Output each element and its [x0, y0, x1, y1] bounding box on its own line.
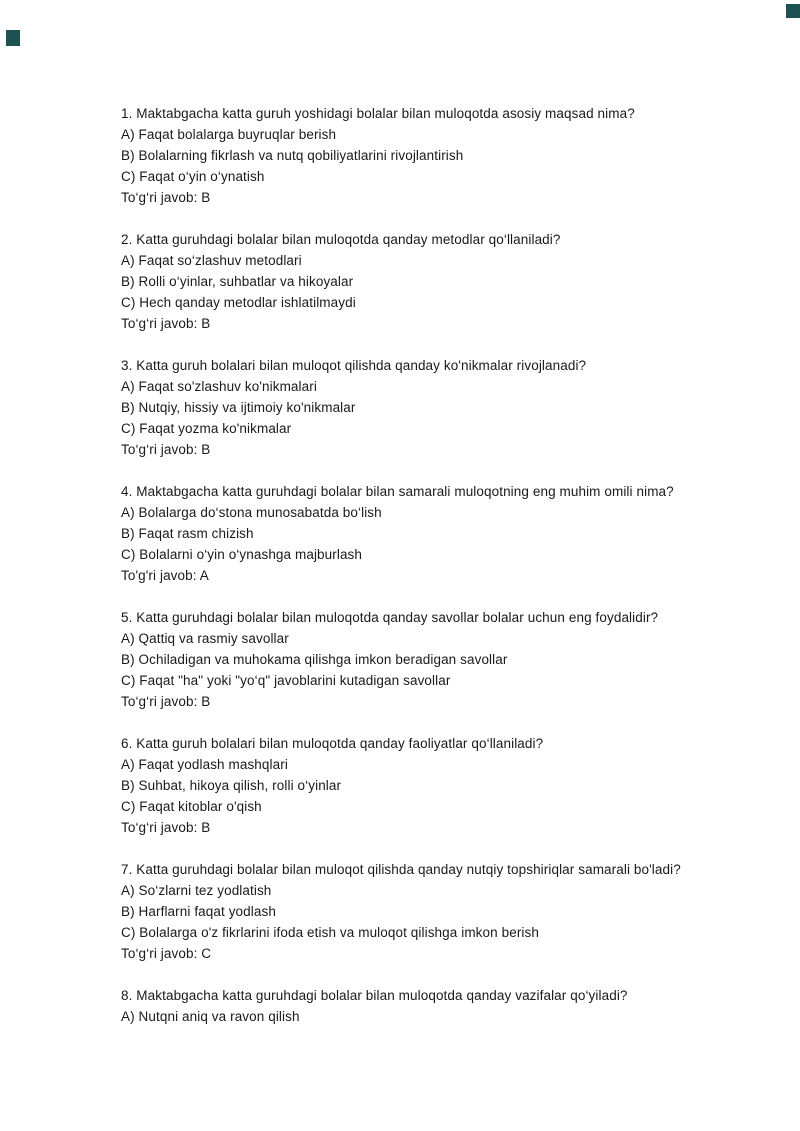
question-text: 5. Katta guruhdagi bolalar bilan muloqotda qanday savollar bolalar uchun eng foydalidir? [121, 610, 659, 625]
answer-line: To‘g‘ri javob: B [121, 820, 211, 835]
option-line: B) Nutqiy, hissiy va ijtimoiy ko'nikmalar [121, 400, 356, 415]
options-list [121, 754, 764, 817]
option-line: C) Faqat kitoblar o'qish [121, 799, 262, 814]
options-list [121, 124, 764, 187]
question-block-6 [121, 733, 764, 838]
question-text: 3. Katta guruh bolalari bilan muloqot qilishda qanday ko'nikmalar rivojlanadi? [121, 358, 587, 373]
options-list [121, 1006, 764, 1027]
options-list [121, 880, 764, 943]
question-block-4 [121, 481, 764, 586]
question-text: 2. Katta guruhdagi bolalar bilan muloqotda qanday metodlar qo‘llaniladi? [121, 232, 561, 247]
option-line: A) Qattiq va rasmiy savollar [121, 631, 289, 646]
option-line: A) Faqat yodlash mashqlari [121, 757, 288, 772]
option-line: A) Nutqni aniq va ravon qilish [121, 1009, 300, 1024]
option-line: A) Faqat bolalarga buyruqlar berish [121, 127, 337, 142]
question-block-3 [121, 355, 764, 460]
question-block-7 [121, 859, 764, 964]
options-list [121, 502, 764, 565]
options-list [121, 628, 764, 691]
option-line: A) Faqat so‘zlashuv metodlari [121, 253, 302, 268]
document-body [121, 103, 764, 1048]
option-line: B) Rolli o‘yinlar, suhbatlar va hikoyalar [121, 274, 354, 289]
option-line: B) Harflarni faqat yodlash [121, 904, 276, 919]
option-line: A) Faqat so'zlashuv ko'nikmalari [121, 379, 317, 394]
option-line: B) Ochiladigan va muhokama qilishga imkon beradigan savollar [121, 652, 508, 667]
option-line: B) Faqat rasm chizish [121, 526, 254, 541]
options-list [121, 250, 764, 313]
question-text: 7. Katta guruhdagi bolalar bilan muloqot qilishda qanday nutqiy topshiriqlar samarali bo'ladi? [121, 862, 681, 877]
option-line: C) Faqat o‘yin o‘ynatish [121, 169, 265, 184]
option-line: C) Hech qanday metodlar ishlatilmaydi [121, 295, 356, 310]
option-line: C) Bolalarga o'z fikrlarini ifoda etish va muloqot qilishga imkon berish [121, 925, 539, 940]
answer-line: To‘g‘ri javob: C [121, 946, 212, 961]
question-text: 1. Maktabgacha katta guruh yoshidagi bolalar bilan muloqotda asosiy maqsad nima? [121, 106, 635, 121]
option-line: B) Suhbat, hikoya qilish, rolli o‘yinlar [121, 778, 342, 793]
question-block-1 [121, 103, 764, 208]
answer-line: To'g'ri javob: A [121, 568, 209, 583]
question-block-8 [121, 985, 764, 1027]
option-line: A) So‘zlarni tez yodlatish [121, 883, 272, 898]
question-text: 8. Maktabgacha katta guruhdagi bolalar bilan muloqotda qanday vazifalar qo‘yiladi? [121, 988, 628, 1003]
option-line: A) Bolalarga do‘stona munosabatda bo‘lish [121, 505, 382, 520]
answer-line: To‘g‘ri javob: B [121, 190, 211, 205]
option-line: C) Faqat "ha" yoki "yo‘q" javoblarini kutadigan savollar [121, 673, 451, 688]
question-text: 4. Maktabgacha katta guruhdagi bolalar bilan samarali muloqotning eng muhim omili nima? [121, 484, 674, 499]
options-list [121, 376, 764, 439]
option-line: C) Bolalarni o‘yin o‘ynashga majburlash [121, 547, 363, 562]
question-block-5 [121, 607, 764, 712]
answer-line: To‘g‘ri javob: B [121, 316, 211, 331]
answer-line: To‘g‘ri javob: B [121, 442, 211, 457]
corner-accent-left-icon [6, 30, 20, 46]
answer-line: To‘g‘ri javob: B [121, 694, 211, 709]
question-text: 6. Katta guruh bolalari bilan muloqotda qanday faoliyatlar qo‘llaniladi? [121, 736, 544, 751]
option-line: C) Faqat yozma ko'nikmalar [121, 421, 292, 436]
corner-accent-right-icon [786, 4, 800, 18]
option-line: B) Bolalarning fikrlash va nutq qobiliyatlarini rivojlantirish [121, 148, 464, 163]
question-block-2 [121, 229, 764, 334]
